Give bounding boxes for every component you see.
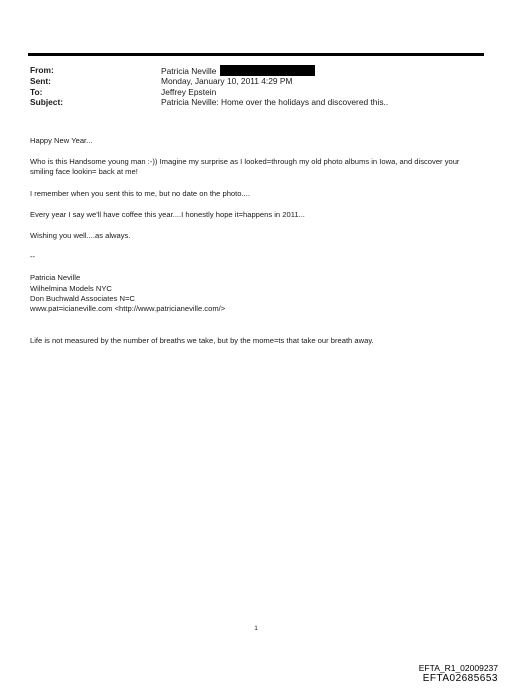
redaction-box bbox=[220, 65, 315, 76]
subject-value: Patricia Neville: Home over the holidays and discovered this.. bbox=[161, 97, 389, 108]
body-paragraph-1: Who is this Handsome young man :-)) Imagine my surprise as I looked=through my old photo albums in Iowa, and discover your smiling face lookin= back at me! bbox=[30, 157, 460, 177]
from-label: From: bbox=[30, 65, 54, 75]
signature-company-2: Don Buchwald Associates N=C bbox=[30, 293, 135, 303]
signature-company: Wilhelmina Models NYC bbox=[30, 283, 112, 293]
page-number: 1 bbox=[254, 625, 258, 632]
signature-separator: -- bbox=[30, 252, 36, 262]
bates-number-1: EFTA_R1_02009237 bbox=[418, 663, 498, 673]
header-rule bbox=[28, 53, 484, 56]
signature bbox=[30, 273, 475, 314]
sent-value: Monday, January 10, 2011 4:29 PM bbox=[161, 76, 293, 87]
bates-number-2: EFTA02685653 bbox=[422, 672, 498, 684]
subject-label: Subject: bbox=[30, 97, 64, 108]
closing: Wishing you well....as always. bbox=[30, 231, 131, 241]
to-value: Jeffrey Epstein bbox=[161, 86, 217, 97]
greeting: Happy New Year... bbox=[30, 136, 93, 145]
to-row bbox=[30, 87, 480, 97]
sent-label: Sent: bbox=[30, 76, 51, 87]
subject-row bbox=[30, 97, 480, 107]
email-body bbox=[30, 136, 475, 346]
body-paragraph-2: I remember when you sent this to me, but no date on the photo.... bbox=[30, 188, 250, 198]
from-row bbox=[30, 65, 480, 76]
sent-row bbox=[30, 76, 480, 86]
signature-website[interactable]: www.pat=icianeville.com <http://www.patricianeville.com/> bbox=[30, 304, 226, 314]
to-label: To: bbox=[30, 86, 43, 97]
email-header bbox=[30, 65, 480, 108]
from-value: Patricia Neville bbox=[161, 66, 217, 76]
body-paragraph-3: Every year I say we'll have coffee this year....I honestly hope it=happens in 2011... bbox=[30, 209, 305, 219]
bates-stamp bbox=[419, 663, 498, 684]
signature-name: Patricia Neville bbox=[30, 273, 81, 283]
signature-quote: Life is not measured by the number of breaths we take, but by the mome=ts that take our breath away. bbox=[30, 336, 374, 346]
